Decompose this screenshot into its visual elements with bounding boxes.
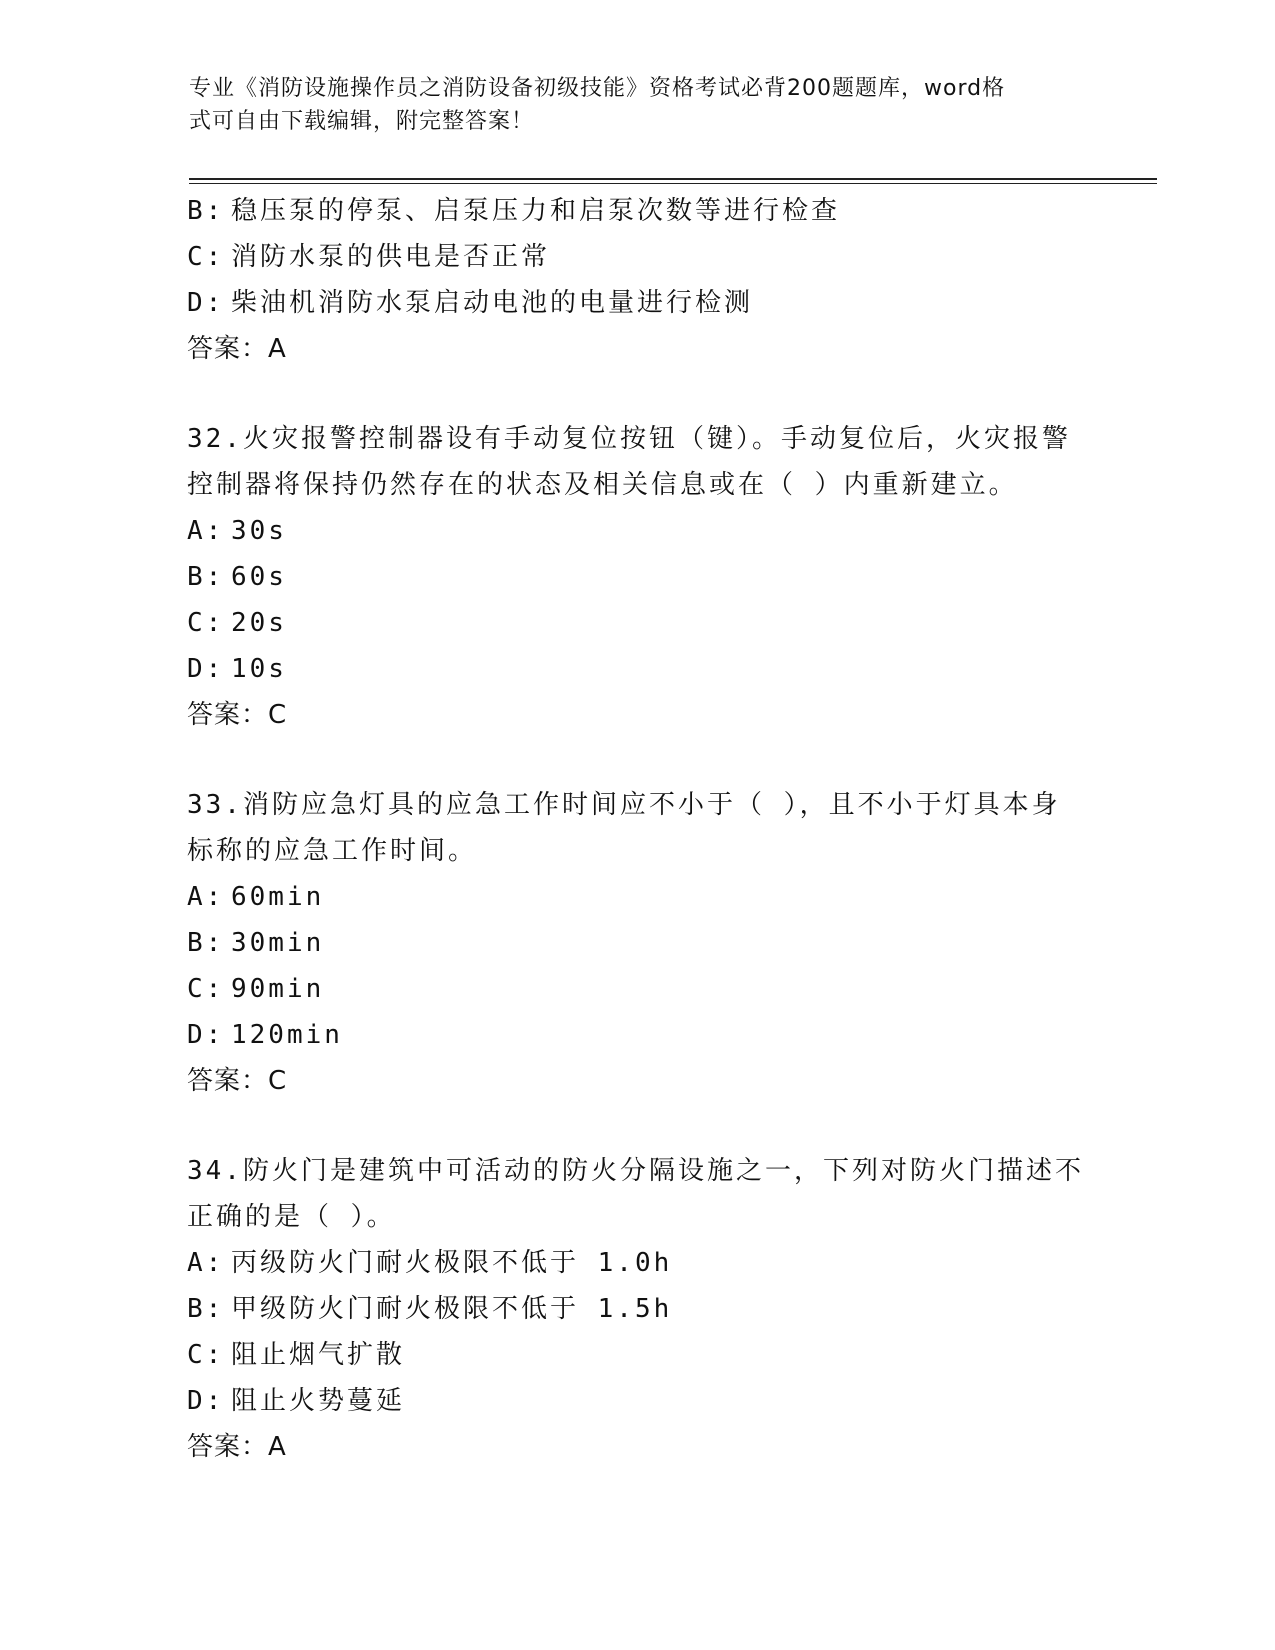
option-key: B: <box>187 562 225 592</box>
answer-line: 答案：C <box>187 700 288 730</box>
option-row <box>187 600 1087 646</box>
option-row <box>187 966 1087 1012</box>
option-text: 阻止火势蔓延 <box>231 1386 406 1416</box>
option-row <box>187 1240 1087 1286</box>
option-text: 10s <box>231 654 287 684</box>
question-stem-line: 控制器将保持仍然存在的状态及相关信息或在（ ）内重新建立。 <box>187 470 1018 500</box>
option-row <box>187 920 1087 966</box>
header-line-1: 专业《消防设施操作员之消防设备初级技能》资格考试必背200题题库，word格 <box>189 76 1006 101</box>
option-row <box>187 188 1087 234</box>
option-key: A: <box>187 882 225 912</box>
option-key: B: <box>187 196 225 226</box>
option-text: 30s <box>231 516 287 546</box>
option-key: A: <box>187 1248 225 1278</box>
option-text: 稳压泵的停泵、启泵压力和启泵次数等进行检查 <box>231 196 841 226</box>
option-key: D: <box>187 654 225 684</box>
option-key: D: <box>187 288 225 318</box>
document-header <box>189 72 1069 138</box>
answer-line: 答案：A <box>187 1432 287 1462</box>
option-key: B: <box>187 928 225 958</box>
option-text: 60s <box>231 562 287 592</box>
option-text: 消防水泵的供电是否正常 <box>231 242 551 272</box>
option-row <box>187 554 1087 600</box>
header-line-2: 式可自由下载编辑，附完整答案！ <box>189 109 535 134</box>
question-34 <box>187 1148 1087 1470</box>
option-row <box>187 1378 1087 1424</box>
option-text: 120min <box>231 1020 343 1050</box>
option-key: C: <box>187 1340 225 1370</box>
header-divider-thin <box>189 183 1157 184</box>
question-content <box>187 188 1087 1470</box>
option-row <box>187 280 1087 326</box>
option-key: C: <box>187 242 225 272</box>
question-32 <box>187 416 1087 738</box>
option-text: 丙级防火门耐火极限不低于 1.0h <box>231 1248 673 1278</box>
option-key: A: <box>187 516 225 546</box>
question-stem-line: 正确的是（ ）。 <box>187 1202 396 1232</box>
option-row <box>187 508 1087 554</box>
question-33 <box>187 782 1087 1104</box>
option-row <box>187 1286 1087 1332</box>
option-row <box>187 1332 1087 1378</box>
option-text: 20s <box>231 608 287 638</box>
option-row <box>187 646 1087 692</box>
answer-line: 答案：A <box>187 334 287 364</box>
answer-line: 答案：C <box>187 1066 288 1096</box>
question-stem-line: 32.火灾报警控制器设有手动复位按钮（键）。手动复位后，火灾报警 <box>187 424 1071 454</box>
option-key: B: <box>187 1294 225 1324</box>
option-key: D: <box>187 1386 225 1416</box>
question-31-continued <box>187 188 1087 372</box>
option-text: 柴油机消防水泵启动电池的电量进行检测 <box>231 288 754 318</box>
option-key: C: <box>187 974 225 1004</box>
option-row <box>187 234 1087 280</box>
question-stem-line: 标称的应急工作时间。 <box>187 836 478 866</box>
option-row <box>187 874 1087 920</box>
option-row <box>187 1012 1087 1058</box>
header-divider-thick <box>189 178 1157 180</box>
option-key: D: <box>187 1020 225 1050</box>
question-stem-line: 33.消防应急灯具的应急工作时间应不小于（ ），且不小于灯具本身 <box>187 790 1061 820</box>
option-text: 阻止烟气扩散 <box>231 1340 406 1370</box>
option-text: 甲级防火门耐火极限不低于 1.5h <box>231 1294 673 1324</box>
option-text: 90min <box>231 974 325 1004</box>
option-key: C: <box>187 608 225 638</box>
question-stem-line: 34.防火门是建筑中可活动的防火分隔设施之一，下列对防火门描述不 <box>187 1156 1084 1186</box>
option-text: 60min <box>231 882 325 912</box>
option-text: 30min <box>231 928 325 958</box>
